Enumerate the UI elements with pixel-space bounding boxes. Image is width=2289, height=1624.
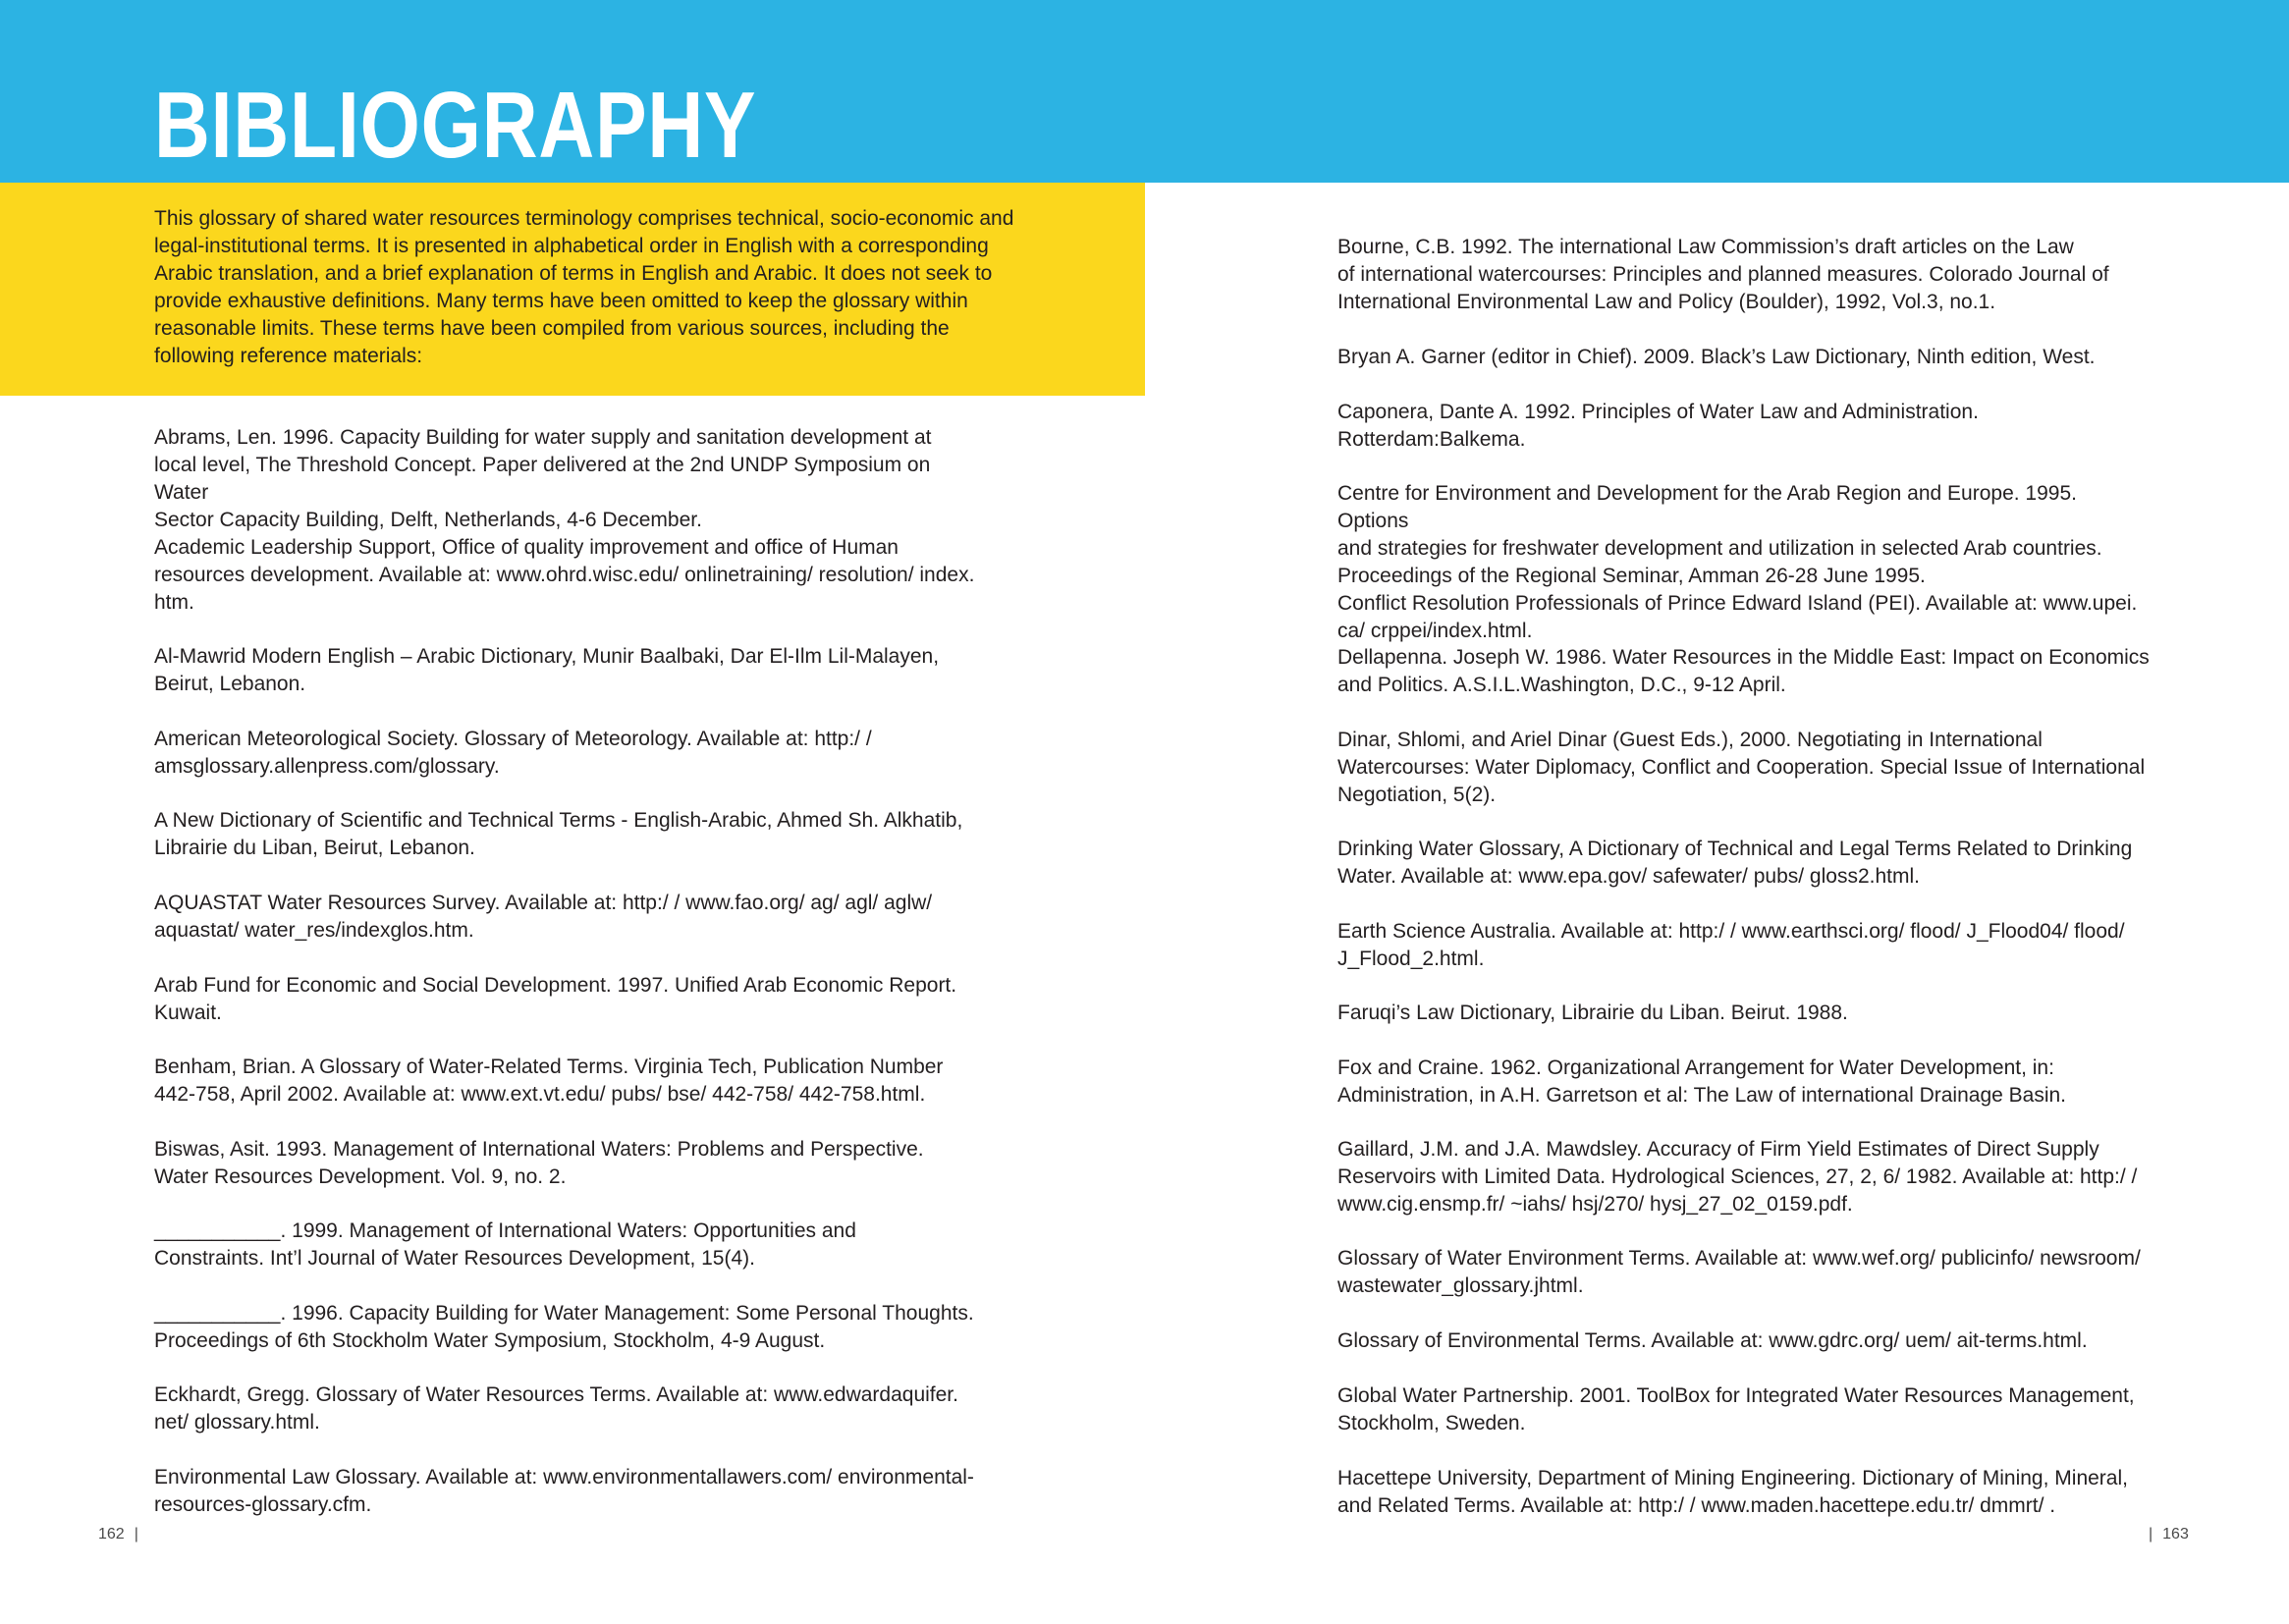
reference-entry: Faruqi’s Law Dictionary, Librairie du Liban. Beirut. 1988.	[1337, 1001, 1848, 1024]
reference-entry: Glossary of Water Environment Terms. Available at: www.wef.org/ publicinfo/ newsroom/ wastewater_glossary.jhtml.	[1337, 1247, 2141, 1297]
reference-entry: Glossary of Environmental Terms. Available at: www.gdrc.org/ uem/ ait-terms.html.	[1337, 1329, 2088, 1352]
reference-entry: Earth Science Australia. Available at: http:/ / www.earthsci.org/ flood/ J_Flood04/ flood/ J_Flood_2.html.	[1337, 920, 2125, 970]
reference-entry: Biswas, Asit. 1993. Management of International Waters: Problems and Perspective. Water Resources Development. Vol. 9, no. 2.	[154, 1138, 924, 1188]
page-number: 163	[2162, 1526, 2189, 1543]
intro-text: This glossary of shared water resources terminology comprises technical, socio-economic and legal-institutional terms. It is presented in alphabetical order in English with a corresponding Arabic translation, and a brief explanation of terms in English and Arabic. It does not seek to provide exhaustive definitions. Many terms have been omitted to keep the glossary within reasonable limits. These terms have been compiled from various sources, including the following reference materials:	[154, 207, 1014, 367]
reference-entry: Al-Mawrid Modern English – Arabic Dictionary, Munir Baalbaki, Dar El-Ilm Lil-Malayen, Beirut, Lebanon.	[154, 645, 940, 695]
reference-entry: Environmental Law Glossary. Available at: www.environmentallawers.com/ environmental- resources-glossary.cfm.	[154, 1466, 974, 1516]
reference-entry: Academic Leadership Support, Office of quality improvement and office of Human resources development. Available at: www.ohrd.wisc.edu/ onlinetraining/ resolution/ index. htm.	[154, 536, 975, 614]
reference-entry: ___________. 1996. Capacity Building for Water Management: Some Personal Thoughts. Proceedings of 6th Stockholm Water Symposium, Stockholm, 4-9 August.	[154, 1302, 974, 1352]
reference-entry: Fox and Craine. 1962. Organizational Arrangement for Water Development, in: Administration, in A.H. Garretson et al: The Law of international Drainage Basin.	[1337, 1056, 2067, 1107]
reference-entry: AQUASTAT Water Resources Survey. Available at: http:/ / www.fao.org/ ag/ agl/ aglw/ aquastat/ water_res/indexglos.htm.	[154, 892, 933, 942]
reference-entry: A New Dictionary of Scientific and Technical Terms - English-Arabic, Ahmed Sh. Alkhatib, Librairie du Liban, Beirut, Lebanon.	[154, 809, 963, 859]
page-separator: |	[2149, 1526, 2153, 1543]
page-separator: |	[134, 1526, 138, 1543]
reference-entry: Gaillard, J.M. and J.A. Mawdsley. Accuracy of Firm Yield Estimates of Direct Supply Reservoirs with Limited Data. Hydrological Sciences, 27, 2, 6/ 1982. Available at: http:/ / www.cig.ensmp.fr/ ~iahs/ hsj/270/ hysj_27_02_0159.pdf.	[1337, 1138, 2138, 1216]
reference-entry: Drinking Water Glossary, A Dictionary of Technical and Legal Terms Related to Drinking Water. Available at: www.epa.gov/ safewater/ pubs/ gloss2.html.	[1337, 838, 2133, 888]
reference-entry: Dellapenna. Joseph W. 1986. Water Resources in the Middle East: Impact on Economics and Politics. A.S.I.L.Washington, D.C., 9-12 April.	[1337, 646, 2150, 696]
page-title: BIBLIOGRAPHY	[154, 73, 757, 178]
page-number-left	[98, 1525, 148, 1544]
reference-entry: Arab Fund for Economic and Social Development. 1997. Unified Arab Economic Report. Kuwait.	[154, 974, 957, 1024]
page-number: 162	[98, 1526, 125, 1543]
reference-entry: Abrams, Len. 1996. Capacity Building for water supply and sanitation development at local level, The Threshold Concept. Paper delivered at the 2nd UNDP Symposium on Water Sector Capacity Building, Delft, Netherlands, 4-6 December.	[154, 426, 932, 531]
reference-entry: ___________. 1999. Management of International Waters: Opportunities and Constraints. Int’l Journal of Water Resources Development, 15(4).	[154, 1219, 856, 1270]
reference-entry: Centre for Environment and Development for the Arab Region and Europe. 1995. Options and strategies for freshwater development and utilization in selected Arab countries. Proceedings of the Regional Seminar, Amman 26-28 June 1995. Conflict Resolution Professionals of Prince Edward Island (PEI). Available at: www.upei. ca/ crppei/index.html.	[1337, 482, 2138, 642]
reference-entry: American Meteorological Society. Glossary of Meteorology. Available at: http:/ / amsglossary.allenpress.com/glossary.	[154, 728, 872, 778]
reference-entry: Hacettepe University, Department of Mining Engineering. Dictionary of Mining, Mineral, and Related Terms. Available at: http:/ / www.maden.hacettepe.edu.tr/ dmmrt/ .	[1337, 1467, 2128, 1517]
reference-entry: Caponera, Dante A. 1992. Principles of Water Law and Administration. Rotterdam:Balkema.	[1337, 401, 1979, 451]
reference-entry: Eckhardt, Gregg. Glossary of Water Resources Terms. Available at: www.edwardaquifer. net/ glossary.html.	[154, 1383, 958, 1434]
reference-entry: Benham, Brian. A Glossary of Water-Related Terms. Virginia Tech, Publication Number 442-758, April 2002. Available at: www.ext.vt.edu/ pubs/ bse/ 442-758/ 442-758.html.	[154, 1056, 944, 1106]
reference-entry: Dinar, Shlomi, and Ariel Dinar (Guest Eds.), 2000. Negotiating in International Watercourses: Water Diplomacy, Conflict and Cooperation. Special Issue of International Negotiation, 5(2).	[1337, 729, 2146, 806]
reference-entry: Global Water Partnership. 2001. ToolBox for Integrated Water Resources Management, Stockholm, Sweden.	[1337, 1384, 2135, 1435]
page-number-right	[2139, 1525, 2189, 1544]
reference-entry: Bourne, C.B. 1992. The international Law Commission’s draft articles on the Law of international watercourses: Principles and planned measures. Colorado Journal of International Environmental Law and Policy (Boulder), 1992, Vol.3, no.1.	[1337, 236, 2109, 313]
reference-entry: Bryan A. Garner (editor in Chief). 2009. Black’s Law Dictionary, Ninth edition, West.	[1337, 346, 2096, 368]
